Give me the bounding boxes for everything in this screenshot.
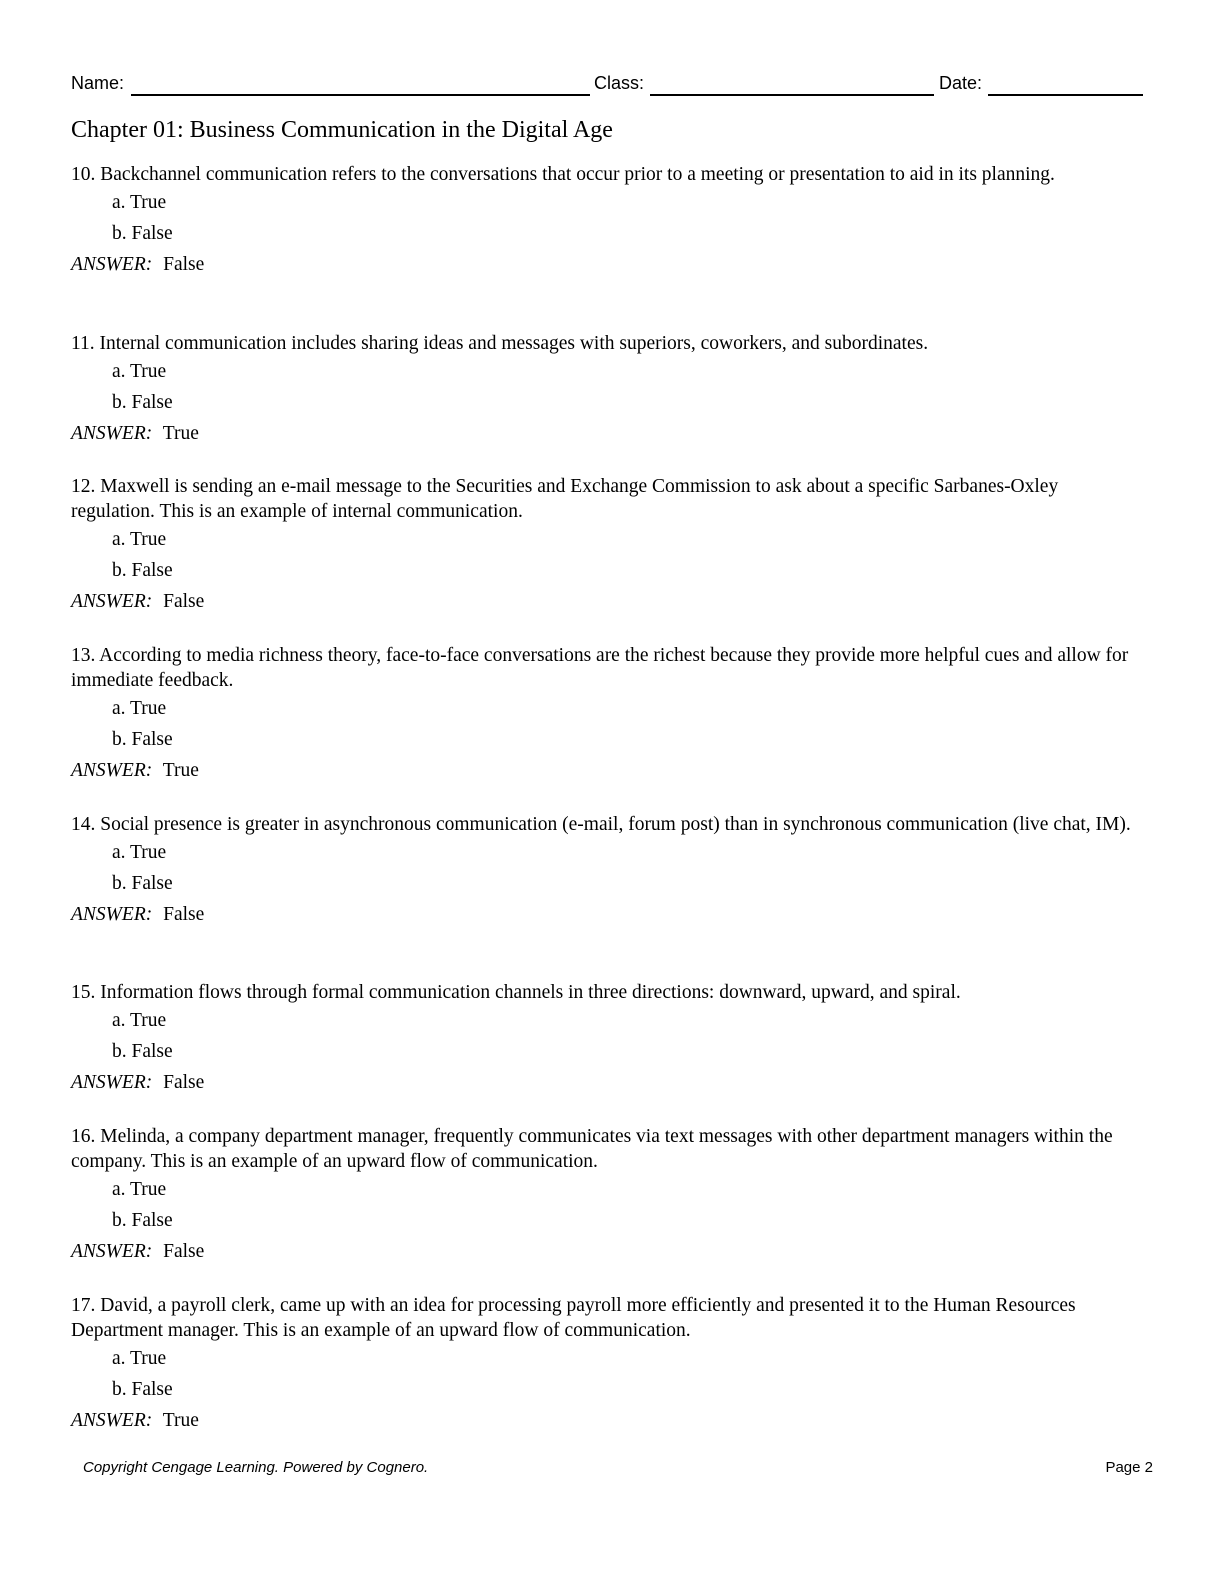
worksheet-header xyxy=(71,71,1143,97)
choice-b: b. False xyxy=(112,223,173,244)
choice-b: b. False xyxy=(112,1378,173,1400)
question-text: 16. Melinda, a company department manager, frequently communicates via text messages with other department managers within the company. This is an example of an upward flow of communication. xyxy=(71,1126,1113,1173)
question-text: 12. Maxwell is sending an e-mail message to the Securities and Exchange Commission to ask about a specific Sarbanes-Oxley regulation. This is an example of internal communication. xyxy=(71,476,1059,523)
choice-b: b. False xyxy=(112,1210,173,1232)
answer-line xyxy=(71,586,1146,617)
choice-a: a. True xyxy=(112,192,167,213)
answer-line xyxy=(71,899,1146,930)
choice-b: b. False xyxy=(112,872,173,894)
answer-value: False xyxy=(163,254,205,275)
answer-line xyxy=(71,1405,1146,1436)
name-field-line xyxy=(131,94,590,96)
question-text: 13. According to media richness theory, face-to-face conversations are the richest because they provide more helpful cues and allow for immediate feedback. xyxy=(71,645,1129,692)
choice-a: a. True xyxy=(112,1010,167,1032)
answer-label: ANSWER: xyxy=(71,760,153,782)
question-text: 10. Backchannel communication refers to the conversations that occur prior to a meeting or presentation to aid in its planning. xyxy=(71,164,1055,185)
question-item xyxy=(71,1293,1146,1462)
answer-label: ANSWER: xyxy=(71,591,153,613)
choice-b: b. False xyxy=(112,391,173,413)
answer-value: True xyxy=(162,1409,199,1431)
choice-a: a. True xyxy=(112,529,167,551)
answer-label: ANSWER: xyxy=(71,422,153,444)
choice-a: a. True xyxy=(112,841,167,863)
choice-b: b. False xyxy=(112,560,173,582)
class-field-line xyxy=(650,94,934,96)
question-item xyxy=(71,980,1146,1124)
class-label: Class: xyxy=(594,73,645,93)
answer-label: ANSWER: xyxy=(71,903,153,925)
question-text: 11. Internal communication includes sharing ideas and messages with superiors, coworkers, and subordinates. xyxy=(71,332,929,354)
answer-label: ANSWER: xyxy=(71,1241,153,1263)
answer-line xyxy=(71,418,1146,449)
answer-line xyxy=(71,249,1146,280)
answer-value: False xyxy=(163,591,205,613)
answer-label: ANSWER: xyxy=(71,254,153,275)
answer-value: True xyxy=(162,760,199,782)
question-text: 17. David, a payroll clerk, came up with an idea for processing payroll more efficiently and presented it to the Human Resources Department manager. This is an example of an upward flow of communication. xyxy=(71,1294,1076,1341)
question-list xyxy=(71,162,1146,1462)
choice-a: a. True xyxy=(112,1347,167,1369)
date-field-line xyxy=(988,94,1143,96)
question-item xyxy=(71,812,1146,981)
answer-line xyxy=(71,1236,1146,1267)
page-number: Page 2 xyxy=(1105,1459,1153,1476)
question-text: 14. Social presence is greater in asynchronous communication (e-mail, forum post) than in synchronous communication (live chat, IM). xyxy=(71,813,1131,835)
date-label: Date: xyxy=(939,73,983,93)
answer-label: ANSWER: xyxy=(71,1409,153,1431)
answer-value: False xyxy=(163,1241,205,1263)
choice-a: a. True xyxy=(112,360,167,382)
answer-value: True xyxy=(162,422,199,444)
answer-label: ANSWER: xyxy=(71,1072,153,1094)
question-item xyxy=(71,331,1146,475)
question-item xyxy=(71,1124,1146,1293)
choice-b: b. False xyxy=(112,729,173,751)
choice-b: b. False xyxy=(112,1041,173,1063)
answer-line xyxy=(71,755,1146,786)
answer-value: False xyxy=(163,903,205,925)
chapter-title: Chapter 01: Business Communication in the Digital Age xyxy=(71,117,613,143)
choice-a: a. True xyxy=(112,1179,167,1201)
choice-a: a. True xyxy=(112,698,167,720)
question-item xyxy=(71,162,1146,331)
copyright-notice: Copyright Cengage Learning. Powered by Cognero. xyxy=(83,1459,429,1476)
question-item xyxy=(71,643,1146,812)
question-text: 15. Information flows through formal communication channels in three directions: downward, upward, and spiral. xyxy=(71,982,961,1004)
answer-value: False xyxy=(163,1072,205,1094)
question-item xyxy=(71,474,1146,643)
answer-line xyxy=(71,1067,1146,1098)
name-label: Name: xyxy=(71,73,125,93)
